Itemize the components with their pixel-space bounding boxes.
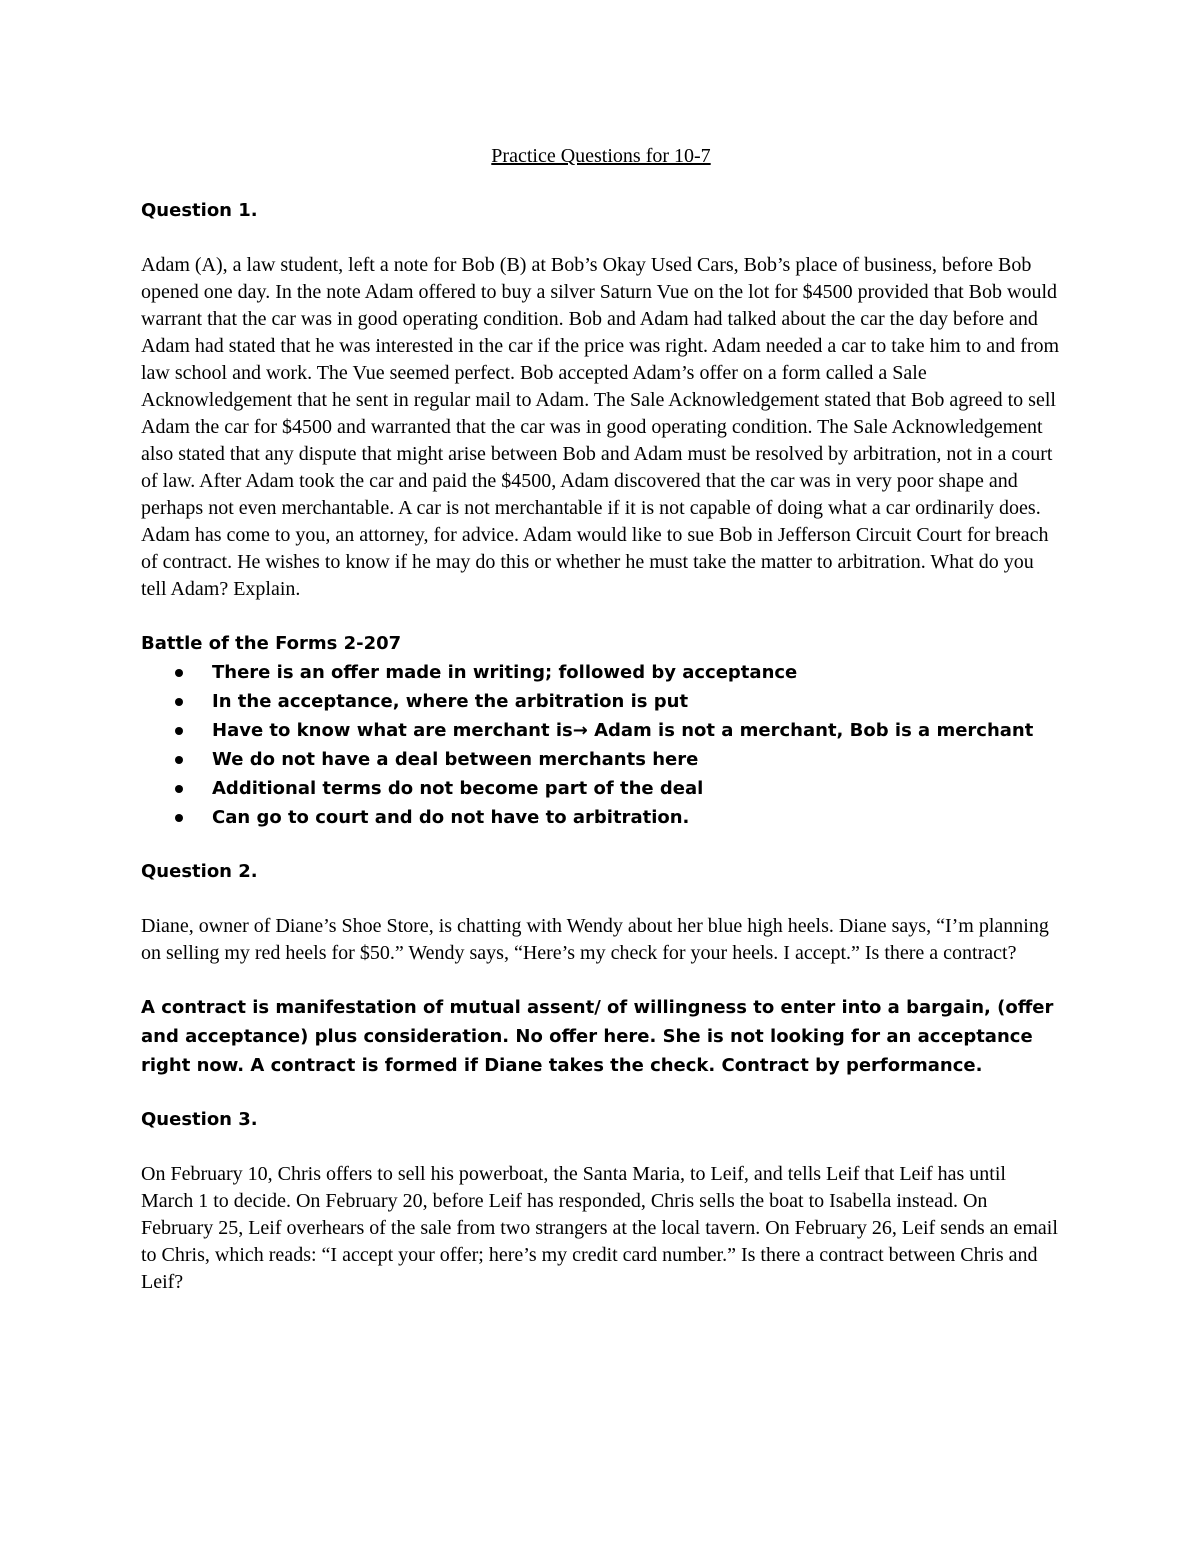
- bullet-icon: [175, 756, 183, 764]
- list-item-text: Can go to court and do not have to arbitration.: [212, 807, 690, 828]
- arrow-right-icon: →: [572, 720, 588, 741]
- bullet-icon: [175, 785, 183, 793]
- question-2-text: Diane, owner of Diane’s Shoe Store, is chatting with Wendy about her blue high heels. Diane says, “I’m planning on selling my red heels for $50.” Wendy says, “Here’s my check for your heels. I accept.” Is there a contract?: [141, 915, 1049, 964]
- list-item-text: In the acceptance, where the arbitration is put: [212, 691, 689, 712]
- list-item-text: Adam is not a merchant, Bob is a merchant: [587, 720, 1034, 741]
- question-2-heading: Question 2.: [141, 861, 258, 882]
- list-item: [141, 745, 1061, 774]
- battle-of-forms-heading: Battle of the Forms 2-207: [141, 633, 402, 654]
- document-content: [141, 139, 1061, 1322]
- question-3-heading: Question 3.: [141, 1109, 258, 1130]
- question-2-answer: A contract is manifestation of mutual assent/ of willingness to enter into a bargain, (offer and acceptance) plus consideration. No offer here. She is not looking for an acceptance right now. A contract is formed if Diane takes the check. Contract by performance.: [141, 997, 1054, 1076]
- list-item: [141, 687, 1061, 716]
- battle-of-forms-list: [141, 658, 1061, 832]
- bullet-icon: [175, 698, 183, 706]
- bullet-icon: [175, 669, 183, 677]
- list-item-text: There is an offer made in writing; followed by acceptance: [212, 662, 798, 683]
- list-item: [141, 774, 1061, 803]
- question-3-text: On February 10, Chris offers to sell his powerboat, the Santa Maria, to Leif, and tells Leif that Leif has until March 1 to decide. On February 20, before Leif has responded, Chris sells the boat to Isabella instead. On February 25, Leif overhears of the sale from two strangers at the local tavern. On February 26, Leif sends an email to Chris, which reads: “I accept your offer; here’s my credit card number.” Is there a contract between Chris and Leif?: [141, 1163, 1058, 1293]
- list-item-text: Additional terms do not become part of the deal: [212, 778, 704, 799]
- list-item: [141, 716, 1061, 745]
- question-1-heading: Question 1.: [141, 200, 258, 221]
- list-item: [141, 658, 1061, 687]
- list-item: [141, 803, 1061, 832]
- bullet-icon: [175, 727, 183, 735]
- bullet-icon: [175, 814, 183, 822]
- question-1-text: Adam (A), a law student, left a note for Bob (B) at Bob’s Okay Used Cars, Bob’s place of business, before Bob opened one day. In the note Adam offered to buy a silver Saturn Vue on the lot for $4500 provided that Bob would warrant that the car was in good operating condition. Bob and Adam had talked about the car the day before and Adam had stated that he was interested in the car if the price was right. Adam needed a car to take him to and from law school and work. The Vue seemed perfect. Bob accepted Adam’s offer on a form called a Sale Acknowledgement that he sent in regular mail to Adam. The Sale Acknowledgement stated that Bob agreed to sell Adam the car for $4500 and warranted that the car was in good operating condition. The Sale Acknowledgement also stated that any dispute that might arise between Bob and Adam must be resolved by arbitration, not in a court of law. After Adam took the car and paid the $4500, Adam discovered that the car was in very poor shape and perhaps not even merchantable. A car is not merchantable if it is not capable of doing what a car ordinarily does. Adam has come to you, an attorney, for advice. Adam would like to sue Bob in Jefferson Circuit Court for breach of contract. He wishes to know if he may do this or whether he must take the matter to arbitration. What do you tell Adam? Explain.: [141, 254, 1060, 600]
- page-title: Practice Questions for 10-7: [491, 145, 711, 167]
- list-item-text: Have to know what are merchant is: [212, 720, 573, 741]
- list-item-text: We do not have a deal between merchants here: [212, 749, 699, 770]
